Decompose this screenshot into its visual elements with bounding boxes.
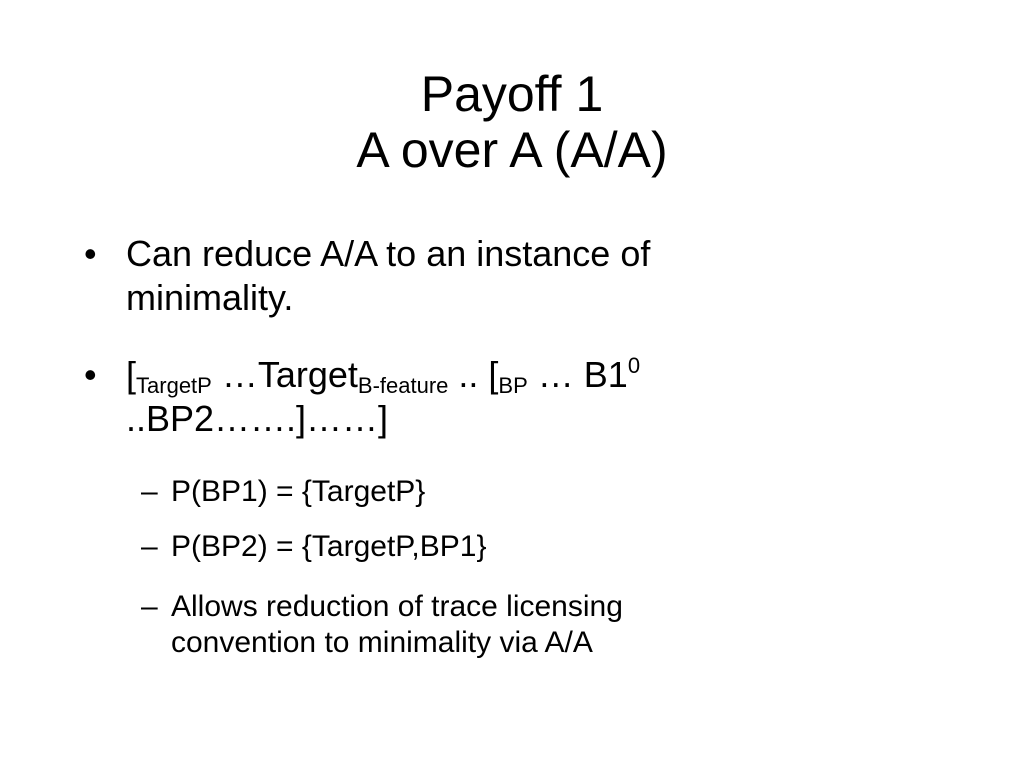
sub-bullet-3 <box>141 589 901 661</box>
dash-marker: – <box>141 475 158 508</box>
superscript-zero: 0 <box>627 353 641 378</box>
bullet-item-1 <box>84 232 944 320</box>
bullet-marker: • <box>84 354 97 395</box>
subscript-bp: BP <box>498 373 528 398</box>
title-line-1: Payoff 1 <box>420 66 604 122</box>
title-line-2: A over A (A/A) <box>356 122 668 178</box>
sub-bullet-2 <box>141 529 901 565</box>
bracket-text: [ <box>126 354 137 395</box>
dash-marker: – <box>141 530 158 563</box>
b1-text: … B1 <box>527 354 628 395</box>
sub-bullet-3-line-2: convention to minimality via A/A <box>171 626 593 659</box>
dash-marker: – <box>141 590 158 623</box>
sub-bullet-3-line-1: Allows reduction of trace licensing <box>171 590 623 623</box>
target-text: …Target <box>211 354 358 395</box>
subscript-targetp: TargetP <box>136 373 212 398</box>
bp-bracket-text: .. [ <box>448 354 499 395</box>
bullet-1-line-1: Can reduce A/A to an instance of <box>126 233 651 274</box>
sub-bullet-2-text: P(BP2) = {TargetP,BP1} <box>171 530 487 563</box>
subscript-b-feature: B-feature <box>357 373 449 398</box>
bullet-1-line-2: minimality. <box>126 277 294 318</box>
sub-bullet-1 <box>141 474 901 510</box>
slide-title <box>0 66 1024 178</box>
bullet-2-line-1 <box>126 353 944 397</box>
bullet-marker: • <box>84 233 97 274</box>
bullet-2-line-2: ..BP2…….]……] <box>126 398 389 439</box>
sub-bullet-1-text: P(BP1) = {TargetP} <box>171 475 426 508</box>
bullet-item-2 <box>84 353 944 441</box>
